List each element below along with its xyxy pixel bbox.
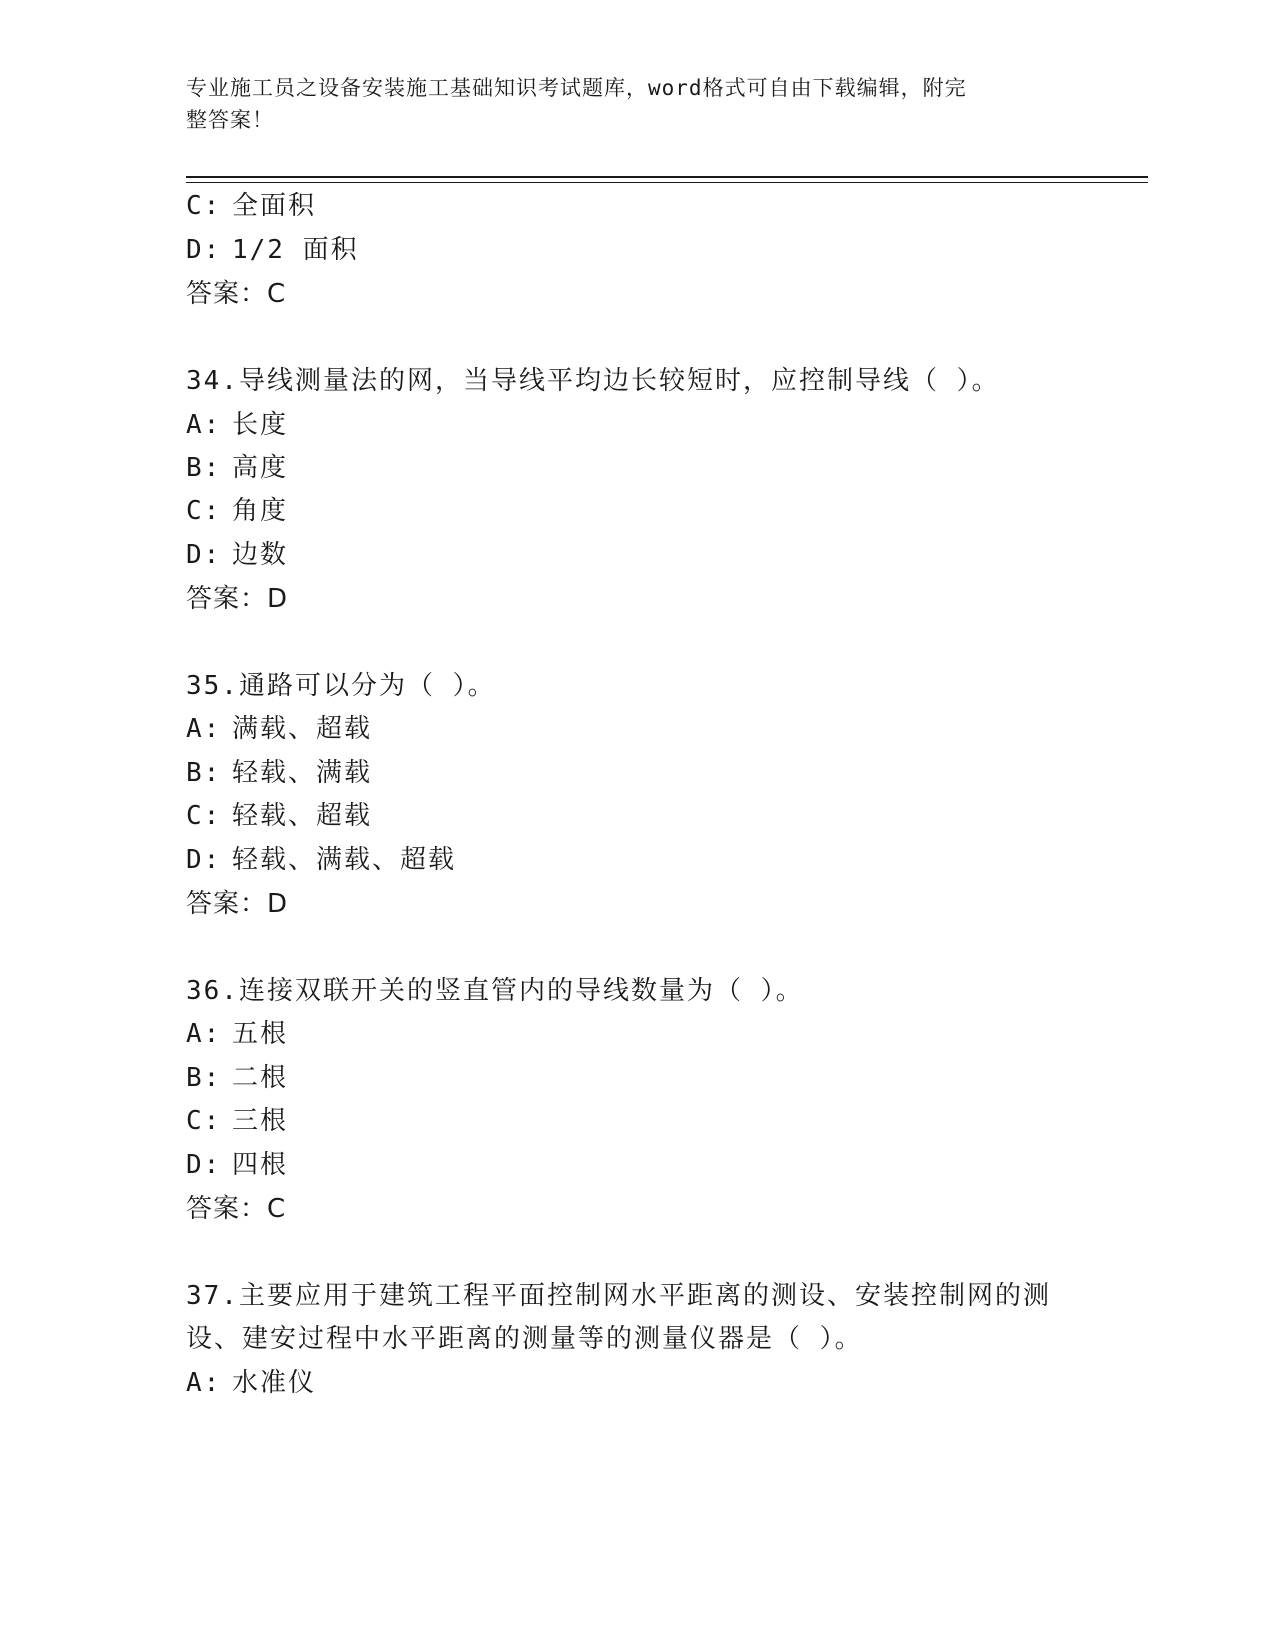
option-text: 边数 [232, 540, 289, 570]
q37-option-a [186, 1367, 316, 1399]
q36-option-b [186, 1062, 288, 1094]
q33-option-d [186, 234, 359, 266]
option-text: 轻载、超载 [232, 801, 373, 831]
option-letter: D: [186, 540, 222, 570]
option-text: 轻载、满载、超载 [232, 845, 457, 875]
option-text: 水准仪 [232, 1368, 317, 1398]
q36-option-a [186, 1018, 288, 1050]
option-text: 长度 [232, 410, 289, 440]
option-letter: B: [186, 453, 222, 483]
option-letter: C: [186, 191, 222, 221]
q35-stem: 35.通路可以分为（ ）。 [186, 671, 496, 701]
q35-option-d [186, 844, 456, 876]
q37-stem-line-2: 设、建安过程中水平距离的测量等的测量仪器是（ ）。 [186, 1324, 863, 1354]
q34-option-c [186, 495, 288, 527]
option-letter: B: [186, 1063, 222, 1093]
option-letter: A: [186, 1368, 222, 1398]
option-letter: A: [186, 714, 222, 744]
option-text: 二根 [232, 1063, 289, 1093]
q34-option-b [186, 452, 288, 484]
option-text: 全面积 [232, 191, 317, 221]
header-line-1: 专业施工员之设备安装施工基础知识考试题库，word格式可自由下载编辑，附完 [186, 76, 967, 100]
option-text: 三根 [232, 1106, 289, 1136]
option-text: 高度 [232, 453, 289, 483]
q36-stem: 36.连接双联开关的竖直管内的导线数量为（ ）。 [186, 976, 804, 1006]
header-rule-thin [186, 182, 1148, 183]
option-text: 四根 [232, 1150, 289, 1180]
header-rule-thick [186, 176, 1148, 178]
option-letter: C: [186, 496, 222, 526]
q36-answer: 答案：C [186, 1194, 287, 1224]
q33-option-c [186, 190, 316, 222]
q35-option-b [186, 757, 372, 789]
q35-option-a [186, 713, 372, 745]
header-line-2: 整答案！ [186, 108, 274, 132]
q34-option-a [186, 409, 288, 441]
q37-stem-line-1: 37.主要应用于建筑工程平面控制网水平距离的测设、安装控制网的测 [186, 1281, 1051, 1311]
option-text: 轻载、满载 [232, 758, 373, 788]
q34-stem: 34.导线测量法的网，当导线平均边长较短时，应控制导线（ ）。 [186, 366, 1000, 396]
option-text: 五根 [232, 1019, 289, 1049]
option-text: 满载、超载 [232, 714, 373, 744]
option-letter: A: [186, 1019, 222, 1049]
option-letter: C: [186, 1106, 222, 1136]
option-letter: A: [186, 410, 222, 440]
option-letter: D: [186, 845, 222, 875]
option-letter: C: [186, 801, 222, 831]
q36-option-d [186, 1149, 288, 1181]
q35-answer: 答案：D [186, 889, 289, 919]
document-header [186, 72, 1066, 136]
option-letter: D: [186, 235, 222, 265]
q34-option-d [186, 539, 288, 571]
option-letter: D: [186, 1150, 222, 1180]
q33-answer: 答案：C [186, 279, 287, 309]
q34-answer: 答案：D [186, 584, 289, 614]
option-text: 角度 [232, 496, 289, 526]
q35-option-c [186, 800, 372, 832]
option-letter: B: [186, 758, 222, 788]
option-text: 1/2 面积 [232, 235, 359, 265]
q36-option-c [186, 1105, 288, 1137]
